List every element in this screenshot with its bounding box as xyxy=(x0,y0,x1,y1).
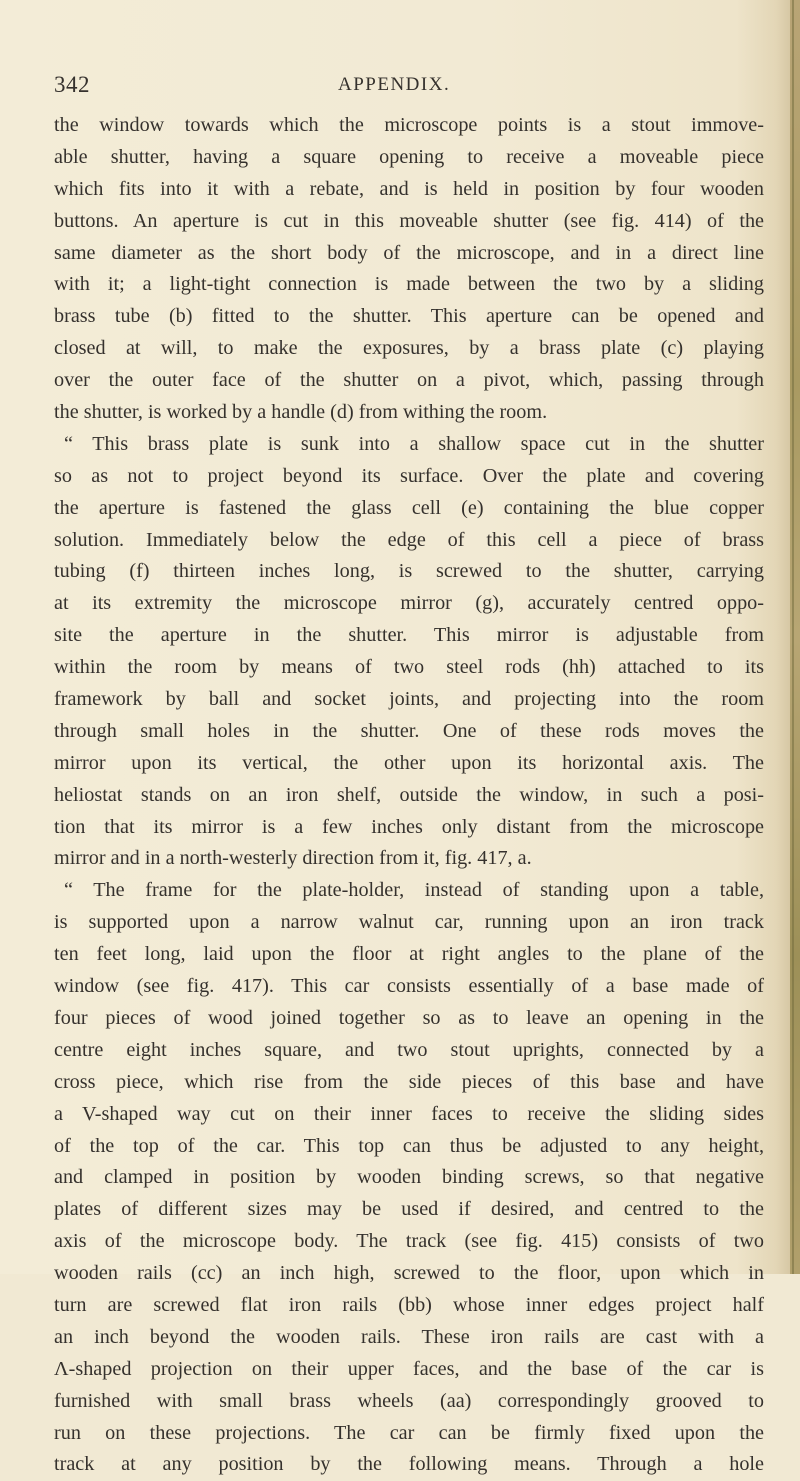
text-line: same diameter as the short body of the microscope, and in a direct line xyxy=(54,241,764,264)
text-line: so as not to project beyond its surface. Over the plate and covering xyxy=(54,464,764,487)
text-line: tubing (f) thirteen inches long, is screwed to the shutter, carrying xyxy=(54,560,764,583)
text-line: solution. Immediately below the edge of this cell a piece of brass xyxy=(54,528,764,551)
text-line: track at any position by the following means. Through a hole xyxy=(54,1453,764,1476)
text-line: plates of different sizes may be used if desired, and centred to the xyxy=(54,1198,764,1221)
text-line: which fits into it with a rebate, and is held in position by four wooden xyxy=(54,177,764,200)
text-line: is supported upon a narrow walnut car, running upon an iron track xyxy=(54,911,764,934)
text-line: brass tube (b) fitted to the shutter. This aperture can be opened and xyxy=(54,305,764,328)
text-line: turn are screwed flat iron rails (bb) whose inner edges project half xyxy=(54,1293,764,1316)
text-line: with it; a light-tight connection is made between the two by a sliding xyxy=(54,273,764,296)
text-line: at its extremity the microscope mirror (g), accurately centred oppo- xyxy=(54,592,764,615)
text-line: the shutter, is worked by a handle (d) from withing the room. xyxy=(54,401,548,424)
text-line: axis of the microscope body. The track (see fig. 415) consists of two xyxy=(54,1230,764,1253)
text-line: four pieces of wood joined together so as to leave an opening in the xyxy=(54,1006,764,1029)
text-line: mirror upon its vertical, the other upon its horizontal axis. The xyxy=(54,751,764,774)
text-line: and clamped in position by wooden binding screws, so that negative xyxy=(54,1166,764,1189)
page-number: 342 xyxy=(54,72,90,97)
text-line: heliostat stands on an iron shelf, outside the window, in such a posi- xyxy=(54,783,764,806)
text-line: cross piece, which rise from the side pieces of this base and have xyxy=(54,1070,764,1093)
text-line: closed at will, to make the exposures, by a brass plate (c) playing xyxy=(54,337,764,360)
text-line: the aperture is fastened the glass cell (e) containing the blue copper xyxy=(54,496,764,519)
page-header xyxy=(0,72,800,102)
text-line: within the room by means of two steel rods (hh) attached to its xyxy=(54,656,764,679)
text-line: through small holes in the shutter. One of these rods moves the xyxy=(54,719,764,742)
text-line: “ This brass plate is sunk into a shallow space cut in the shutter xyxy=(64,432,764,455)
text-line: centre eight inches square, and two stout uprights, connected by a xyxy=(54,1038,764,1061)
running-head: APPENDIX. xyxy=(338,74,451,95)
text-line: able shutter, having a square opening to receive a moveable piece xyxy=(54,145,764,168)
text-line: tion that its mirror is a few inches only distant from the microscope xyxy=(54,815,764,838)
text-line: run on these projections. The car can be firmly fixed upon the xyxy=(54,1421,764,1444)
text-line: a V-shaped way cut on their inner faces to receive the sliding sides xyxy=(54,1102,764,1125)
text-line: “ The frame for the plate-holder, instead of standing upon a table, xyxy=(64,879,764,902)
text-line: framework by ball and socket joints, and projecting into the room xyxy=(54,688,764,711)
text-line: Λ-shaped projection on their upper faces, and the base of the car is xyxy=(54,1357,764,1380)
text-line: of the top of the car. This top can thus be adjusted to any height, xyxy=(54,1134,764,1157)
text-line: ten feet long, laid upon the floor at right angles to the plane of the xyxy=(54,943,764,966)
text-line: furnished with small brass wheels (aa) correspondingly grooved to xyxy=(54,1389,764,1412)
text-line: an inch beyond the wooden rails. These iron rails are cast with a xyxy=(54,1325,764,1348)
text-line: the window towards which the microscope points is a stout immove- xyxy=(54,114,764,136)
text-line: site the aperture in the shutter. This mirror is adjustable from xyxy=(54,624,764,647)
text-line: mirror and in a north-westerly direction from it, fig. 417, a. xyxy=(54,847,532,870)
text-line: wooden rails (cc) an inch high, screwed to the floor, upon which in xyxy=(54,1262,764,1285)
text-line: over the outer face of the shutter on a pivot, which, passing through xyxy=(54,369,764,392)
text-line: window (see fig. 417). This car consists essentially of a base made of xyxy=(54,975,764,998)
text-line: buttons. An aperture is cut in this moveable shutter (see fig. 414) of the xyxy=(54,209,764,232)
page-edge xyxy=(790,0,800,1274)
body-text xyxy=(54,110,764,1481)
